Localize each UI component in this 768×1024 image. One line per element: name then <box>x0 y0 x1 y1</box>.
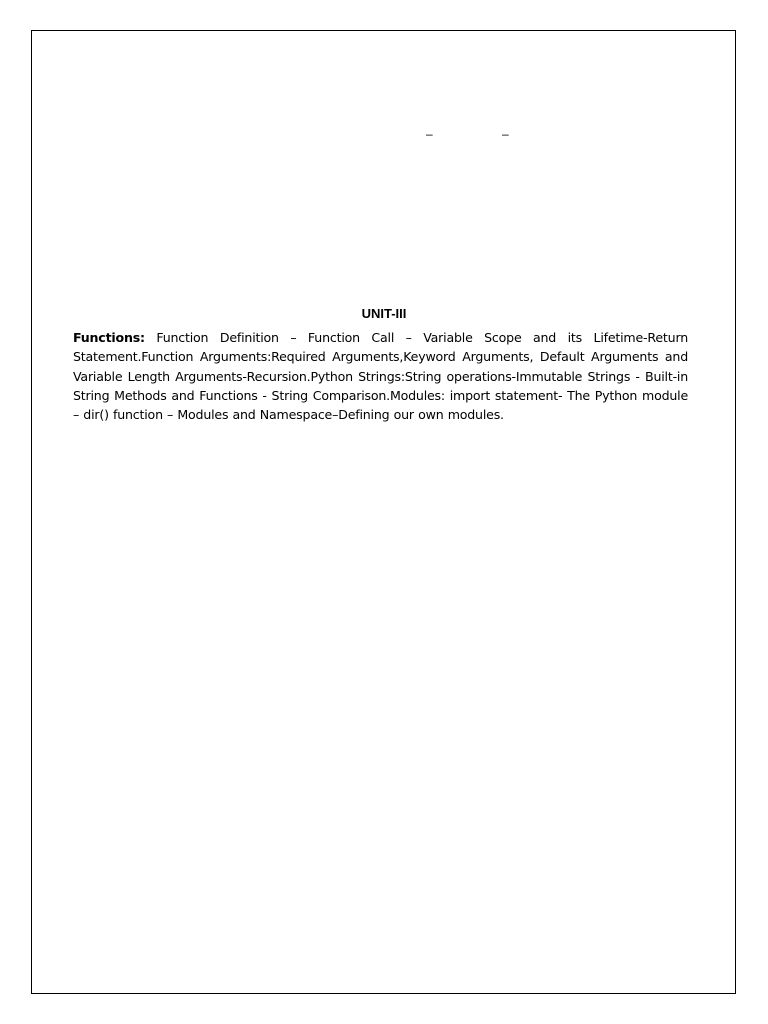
unit-title: UNIT-III <box>361 306 407 321</box>
stray-dash: – <box>426 127 433 141</box>
unit-syllabus-paragraph <box>73 328 688 424</box>
page-border <box>31 30 736 994</box>
syllabus-text: Function Definition – Function Call – Variable Scope and its Lifetime-Return Statement.Function Arguments:Required Arguments,Keyword Arguments, Default Arguments and Variable Length Arguments-Recursion.Python Strings:String operations-Immutable Strings - Built-in String Methods and Functions - String Comparison.Modules: import statement- The Python module – dir() function – Modules and Namespace–Defining our own modules. <box>73 330 688 423</box>
stray-dash: – <box>502 127 509 141</box>
lead-term: Functions: <box>73 330 145 345</box>
